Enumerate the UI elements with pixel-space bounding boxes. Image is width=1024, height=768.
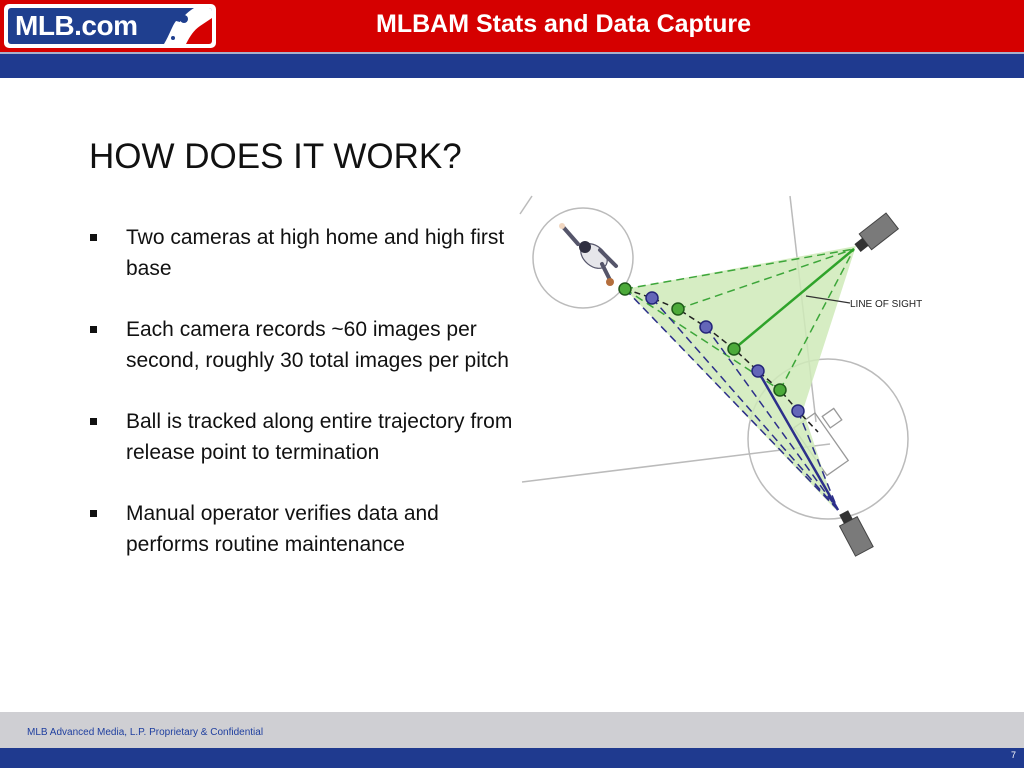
header-title: MLBAM Stats and Data Capture: [376, 10, 752, 38]
mlb-logo: [4, 4, 216, 48]
bullet-text: Ball is tracked along entire trajectory from release point to termination: [126, 410, 513, 464]
bullet-list: [90, 222, 520, 590]
bullet-text: Two cameras at high home and high first base: [126, 226, 505, 280]
line-of-sight-label: LINE OF SIGHT: [850, 299, 923, 310]
footer-stripe: [0, 748, 1024, 768]
logo-inner: [8, 8, 212, 44]
page-number: 7: [1010, 750, 1016, 760]
square-bullet-icon: [90, 326, 97, 333]
bullet-item: [90, 498, 520, 560]
batter-silhouette-icon: [160, 8, 212, 44]
logo-text: MLB.com: [15, 10, 138, 41]
bullet-text: Each camera records ~60 images per second, roughly 30 total images per pitch: [126, 318, 509, 372]
bullet-item: [90, 222, 520, 284]
field-line: [520, 196, 532, 214]
header-bar: [0, 0, 1024, 52]
header-stripe: [0, 52, 1024, 78]
bullet-text: Manual operator verifies data and performs routine maintenance: [126, 502, 439, 556]
square-bullet-icon: [90, 510, 97, 517]
first-base-camera-icon: [851, 213, 898, 256]
bullet-item: [90, 406, 520, 468]
footer-text: MLB Advanced Media, L.P. Proprietary & Confidential: [27, 727, 264, 738]
bullet-item: [90, 314, 520, 376]
camera-field-of-view: [625, 246, 856, 510]
pitch-tracking-diagram: [518, 192, 938, 572]
square-bullet-icon: [90, 418, 97, 425]
square-bullet-icon: [90, 234, 97, 241]
slide-title: HOW DOES IT WORK?: [89, 137, 462, 176]
